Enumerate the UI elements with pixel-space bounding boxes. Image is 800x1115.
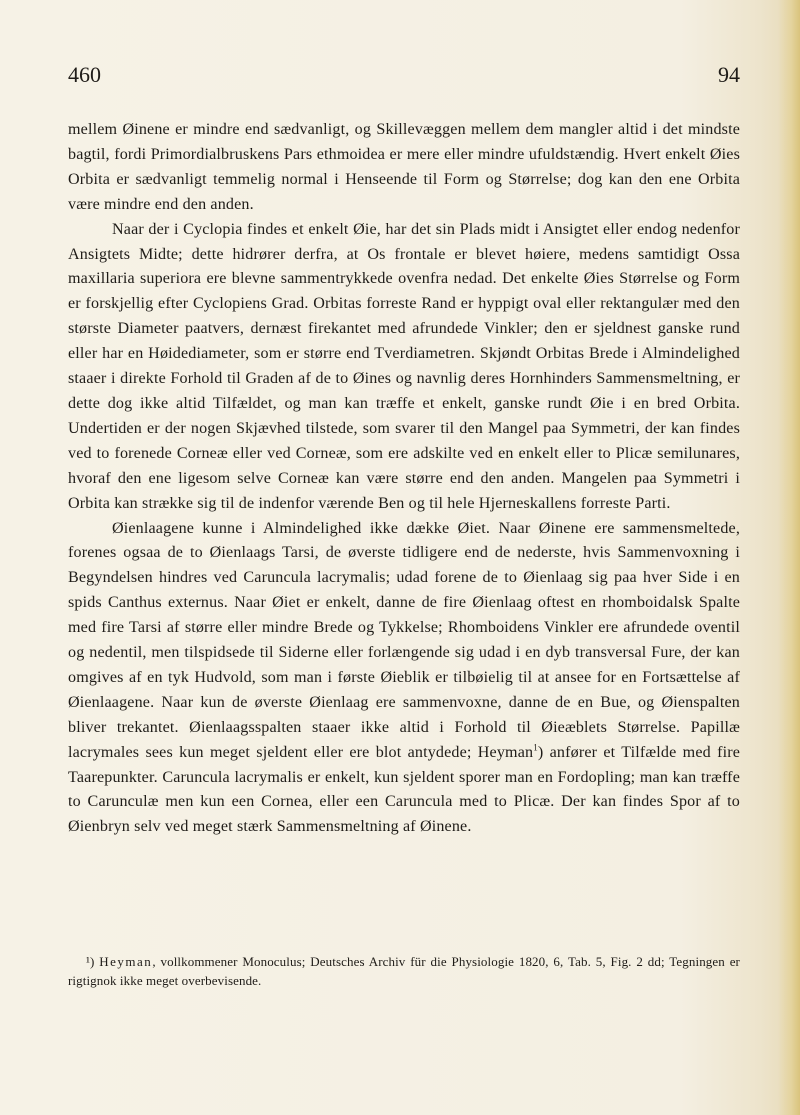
paragraph-continuation: mellem Øinene er mindre end sædvanligt, og Skillevæggen mellem dem mangler altid i det mindste bagtil, fordi Primordialbruskens Pars ethmoidea er mere eller mindre ufuldstændig. Hvert enkelt Øies Orbita er sædvanligt temmelig normal i Henseende til Form og Størrelse; dog kan den ene Orbita være mindre end den anden. [68, 121, 740, 213]
footnote-author: Heyman [99, 954, 153, 969]
page-edge-shading [778, 0, 800, 1115]
footnote-reference: 1 [533, 742, 538, 753]
footnote-marker: ¹) [86, 954, 95, 969]
body-text [68, 118, 740, 840]
footnote-text [68, 952, 740, 990]
paragraph-cyclopia: Naar der i Cyclopia findes et enkelt Øie, har det sin Plads midt i Ansigtet eller endog nedenfor Ansigtets Midte; dette hidrører derfra, at Os frontale er blevet høiere, medens samtidigt Ossa maxillaria superiora ere blevne sammentrykkede ovenfra nedad. Det enkelte Øies Størrelse og Form er forskjellig efter Cyclopiens Grad. Orbitas forreste Rand er hyppigt oval eller rektangulær med den største Diameter paatvers, dernæst firekantet med afrundede Vinkler; den er sjeldnest ganske rund eller har en Høidediameter, som er større end Tverdiametren. Skjøndt Orbitas Brede i Almindelighed staaer i direkte Forhold til Graden af de to Øines og navnlig deres Hornhinders Sammensmeltning, er dette dog ikke altid Tilfældet, og man kan træffe et enkelt, ganske rundt Øie i en bred Orbita. Undertiden er der nogen Skjævhed tilstede, som svarer til den Mangel paa Symmetri, der kan findes ved to forenede Corneæ eller ved Corneæ, som ere adskilte ved en enkelt eller to Plicæ semilunares, hvoraf den ene ligesom selve Corneæ kan være større end den anden. Mangelen paa Symmetri i Orbita kan strække sig til de indenfor værende Ben og til hele Hjerneskallens forreste Parti. [68, 220, 740, 512]
page-number-left: 460 [68, 62, 101, 87]
page-header [68, 62, 740, 92]
footnote-body: , vollkommener Monoculus; Deutsches Archiv für die Physiologie 1820, 6, Tab. 5, Fig. 2 dd; Tegningen er rigtignok ikke meget overbevisende. [68, 954, 740, 988]
paragraph-eyelids-part1: Øienlaagene kunne i Almindelighed ikke dække Øiet. Naar Øinene ere sammensmeltede, forenes ogsaa de to Øienlaags Tarsi, de øverste tidligere end de nederste, hvis Sammenvoxning i Begyndelsen hindres ved Caruncula lacrymalis; udad forene de to Øienlaag sig paa hver Side i en spids Canthus externus. Naar Øiet er enkelt, danne de fire Øienlaag oftest en rhomboidalsk Spalte med fire Tarsi af større eller mindre Brede og Tykkelse; Rhomboidens Vinkler ere afrundede oventil og nedentil, men tilspidsede til Siderne eller forlængende sig udad i en dyb transversal Fure, der kan omgives af en tyk Hudvold, som man i første Øieblik er tilbøielig til at ansee for en Fortsættelse af Øienlaagene. Naar kun de øverste Øienlaag ere sammenvoxne, danne de en Bue, og Øienspalten bliver trekantet. Øienlaagsspalten staaer ikke altid i Forhold til Øieæblets Størrelse. Papillæ lacrymales sees kun meget sjeldent eller ere blot antydede; Heyman [68, 519, 740, 761]
paragraph-eyelids [68, 517, 740, 841]
paragraph-eyelids-part2: ) anfører et Tilfælde med fire Taarepunkter. Caruncula lacrymalis er enkelt, kun sjeldent sporer man en Fordopling; man kan træffe to Carunculæ men kun een Cornea, eller een Caruncula med to Plicæ. Der kan findes Spor af to Øienbryn selv ved meget stærk Sammensmeltning af Øinene. [68, 743, 741, 836]
page-number-right: 94 [718, 62, 740, 87]
footnote [68, 952, 740, 990]
